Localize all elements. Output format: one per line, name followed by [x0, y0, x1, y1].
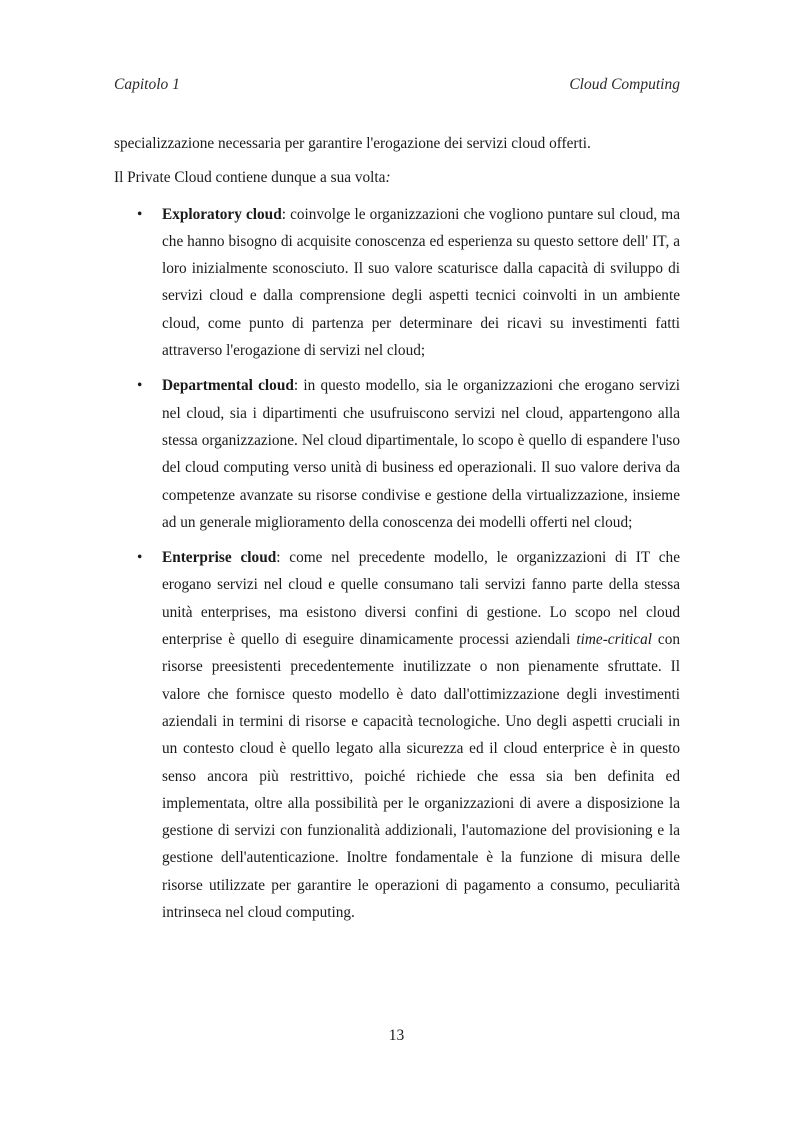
bullet-icon: •: [137, 205, 143, 223]
section-title: Cloud Computing: [569, 76, 680, 93]
page-body: [114, 130, 680, 934]
chapter-label: Capitolo 1: [114, 76, 180, 93]
term-departmental-cloud: Departmental cloud: [162, 377, 294, 395]
description-enterprise-cloud-part1: : come nel precedente modello, le organizzazioni di IT che erogano servizi nel cloud e quelle consumano tali servizi fanno parte della stessa unità enterprises, ma esistono diversi confini di gestione. Lo scopo nel cloud enterprise è quello di eseguire dinamicamente processi aziendali: [162, 549, 680, 649]
bullet-icon: •: [137, 377, 143, 395]
list-item-enterprise: [114, 544, 680, 926]
lead-colon: :: [385, 169, 391, 187]
term-enterprise-cloud: Enterprise cloud: [162, 549, 277, 567]
intro-paragraph: specializzazione necessaria per garantire l'erogazione dei servizi cloud offerti.: [114, 135, 591, 152]
page-header: [114, 76, 680, 98]
bullet-icon: •: [137, 549, 143, 567]
list-item-exploratory: [114, 201, 680, 365]
lead-paragraph: [114, 164, 680, 191]
description-exploratory-cloud: : coinvolge le organizzazioni che vogliono puntare sul cloud, ma che hanno bisogno di acquisite conoscenza ed esperienza su questo settore dell' IT, a loro inizialmente sconosciuto. Il suo valore scaturisce dalla capacità di sviluppo di servizi cloud e dalla comprensione degli aspetti tecnici coinvolti in un ambiente cloud, come punto di partenza per determinare dei ricavi su investimenti fatti attraverso l'erogazione di servizi nel cloud;: [162, 205, 680, 360]
description-departmental-cloud: : in questo modello, sia le organizzazioni che erogano servizi nel cloud, sia i dipartimenti che usufruiscono servizi nel cloud, appartengono alla stessa organizzazione. Nel cloud dipartimentale, lo scopo è quello di espandere l'uso del cloud computing verso unità di business ed operazionali. Il suo valore deriva da competenze avanzate su risorse condivise e gestione della virtualizzazione, insieme ad un generale miglioramento della conoscenza dei modelli offerti nel cloud;: [162, 377, 680, 531]
description-enterprise-cloud-part2: con risorse preesistenti precedentemente inutilizzate o non pienamente sfruttate. Il valore che fornisce questo modello è dato dall'ottimizzazione degli investimenti aziendali in termini di risorse e capacità tecnologiche. Uno degli aspetti cruciali in un contesto cloud è quello legato alla sicurezza ed il cloud enterprice è in questo senso ancora più restrittivo, poiché richiede che essa sia ben definita ed implementata, oltre alla possibilità per le organizzazioni di avere a disposizione la gestione di servizi con funzionalità addizionali, l'automazione del provisioning e la gestione dell'autenticazione. Inoltre fondamentale è la funzione di misura delle risorse utilizzate per garantire le operazioni di pagamento a consumo, peculiarità intrinseca nel cloud computing.: [162, 631, 680, 922]
page-number: 13: [388, 1027, 405, 1044]
term-exploratory-cloud: Exploratory cloud: [162, 205, 282, 223]
emphasis-time-critical: time-critical: [576, 631, 652, 649]
lead-text: Il Private Cloud contiene dunque a sua volta: [114, 169, 386, 187]
list-item-departmental: [114, 372, 680, 536]
cloud-types-list: [114, 201, 680, 927]
